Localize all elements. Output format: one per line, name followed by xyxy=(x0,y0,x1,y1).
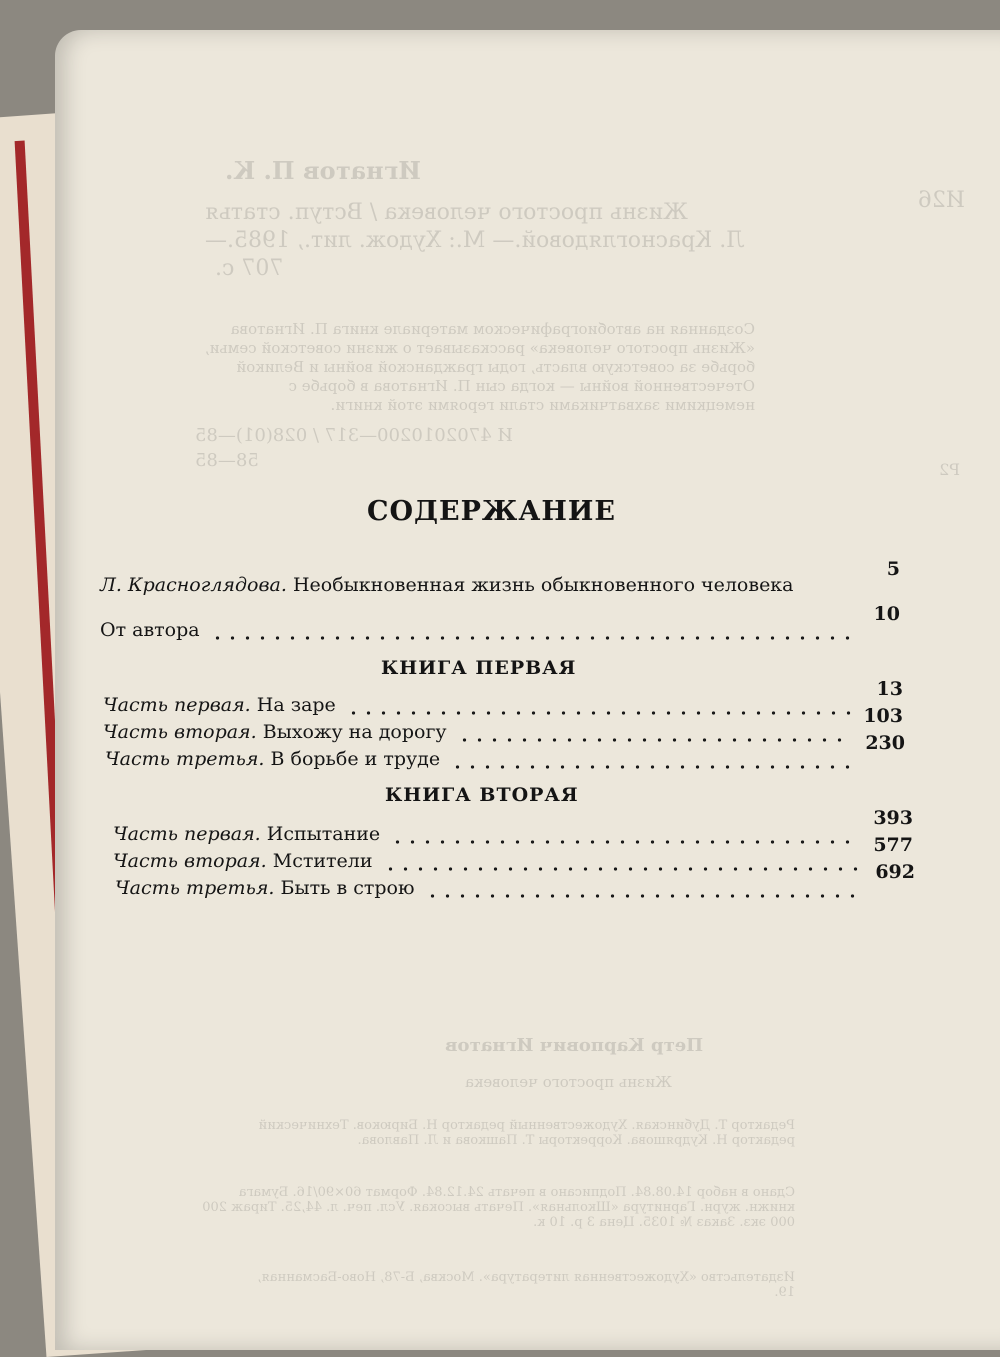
ghost-annotation: Созданная на автобиографическом материале книга П. Игнатова «Жизнь простого человека» рассказывает о жизни советской семьи, борьбе за советскую власть, годы гражданской войны и Великой Отечественной войны — когда сын П. Игнатова в борьбе с немецкими захватчиками стали героями этой книги. xyxy=(204,320,755,414)
toc-entry-text: Быть в строю xyxy=(280,877,415,899)
ghost-classification: И 4702010200—317 / 028(01)—85 xyxy=(195,425,514,446)
toc-entry-prefix: Часть первая. xyxy=(103,694,251,716)
dot-leader xyxy=(390,840,859,844)
toc-entry-prefix: Часть первая. xyxy=(113,823,261,845)
section-heading-book2: КНИГА ВТОРАЯ xyxy=(385,784,579,806)
toc-entry-text: Мстители xyxy=(272,850,373,872)
toc-entry-text: Испытание xyxy=(266,823,381,845)
ghost-pages: 707 с. xyxy=(215,256,284,281)
ghost-colophon-author: Петр Карпович Игнатов xyxy=(445,1035,704,1056)
ghost-colophon-print: Сдано в набор 14.08.84. Подписано в печать 24.12.84. Формат 60×90/16. Бумага книжн. журн. Гарнитура «Школьная». Печать высокая. Усл. печ. л. 44,25. Тираж 200 000 экз. Заказ № 1035. Цена 3 р. 10 к. xyxy=(202,1185,795,1230)
toc-page-number: 577 xyxy=(873,834,913,856)
toc-page-number: 13 xyxy=(876,678,903,700)
toc-entry-label xyxy=(100,574,794,596)
dot-leader xyxy=(450,765,851,769)
toc-page-number: 692 xyxy=(875,861,915,883)
dot-leader xyxy=(457,738,850,742)
toc-entry-intro xyxy=(100,558,900,600)
toc-entry-prefix: Часть третья. xyxy=(115,877,275,899)
dot-leader xyxy=(346,711,855,715)
toc-entry-text: Необыкновенная жизнь обыкновенного человека xyxy=(292,574,794,596)
toc-title: СОДЕРЖАНИЕ xyxy=(367,496,616,527)
toc-entry xyxy=(113,807,913,849)
toc-entry-prefix: Часть вторая. xyxy=(103,721,257,743)
toc-entry-preface xyxy=(100,603,900,645)
section-heading-book1: КНИГА ПЕРВАЯ xyxy=(381,657,577,679)
ghost-colophon-publisher: Издательство «Художественная литература». Москва, Б-78, Ново-Басманная, 19. xyxy=(257,1270,795,1300)
toc-entry-prefix: Часть вторая. xyxy=(113,850,267,872)
toc-page-number: 10 xyxy=(873,603,900,625)
show-through-text xyxy=(55,30,1000,1350)
toc-page-number: 103 xyxy=(863,705,903,727)
dot-leader xyxy=(383,867,860,871)
toc-entry-text: В борьбе и труде xyxy=(270,748,441,770)
ghost-code: И26 xyxy=(917,188,965,213)
ghost-colophon-editors: Редактор Т. Дубинская. Художественный редактор Н. Бирюков. Технический редактор Н. Кудряшова. Корректоры Т. Пашкова и Л. Павлова. xyxy=(258,1118,795,1148)
toc-entry-text: Выхожу на дорогу xyxy=(262,721,447,743)
ghost-colophon-title: Жизнь простого человека xyxy=(465,1073,672,1091)
toc-page-number: 393 xyxy=(873,807,913,829)
dot-leader xyxy=(210,636,852,640)
ghost-author: Игнатов П. К. xyxy=(225,156,421,185)
ghost-illustrator: Л. Красноглядовой.— М.: Худож. лит., 1985.— xyxy=(205,228,745,253)
toc-entry xyxy=(103,678,903,720)
toc-page-number: 5 xyxy=(886,558,900,580)
toc-entry-prefix: Часть третья. xyxy=(105,748,265,770)
toc-entry-text: На заре xyxy=(256,694,336,716)
ghost-bbk: Р2 xyxy=(939,460,960,479)
toc-page-number: 230 xyxy=(865,732,905,754)
ghost-classification: 58—85 xyxy=(195,450,259,471)
toc-entry-text: От автора xyxy=(100,619,200,641)
ghost-title: Жизнь простого человека / Вступ. статья xyxy=(205,200,688,225)
toc-entry-prefix: Л. Красноглядова. xyxy=(100,574,287,596)
dot-leader xyxy=(425,894,862,898)
book-page xyxy=(55,30,1000,1350)
